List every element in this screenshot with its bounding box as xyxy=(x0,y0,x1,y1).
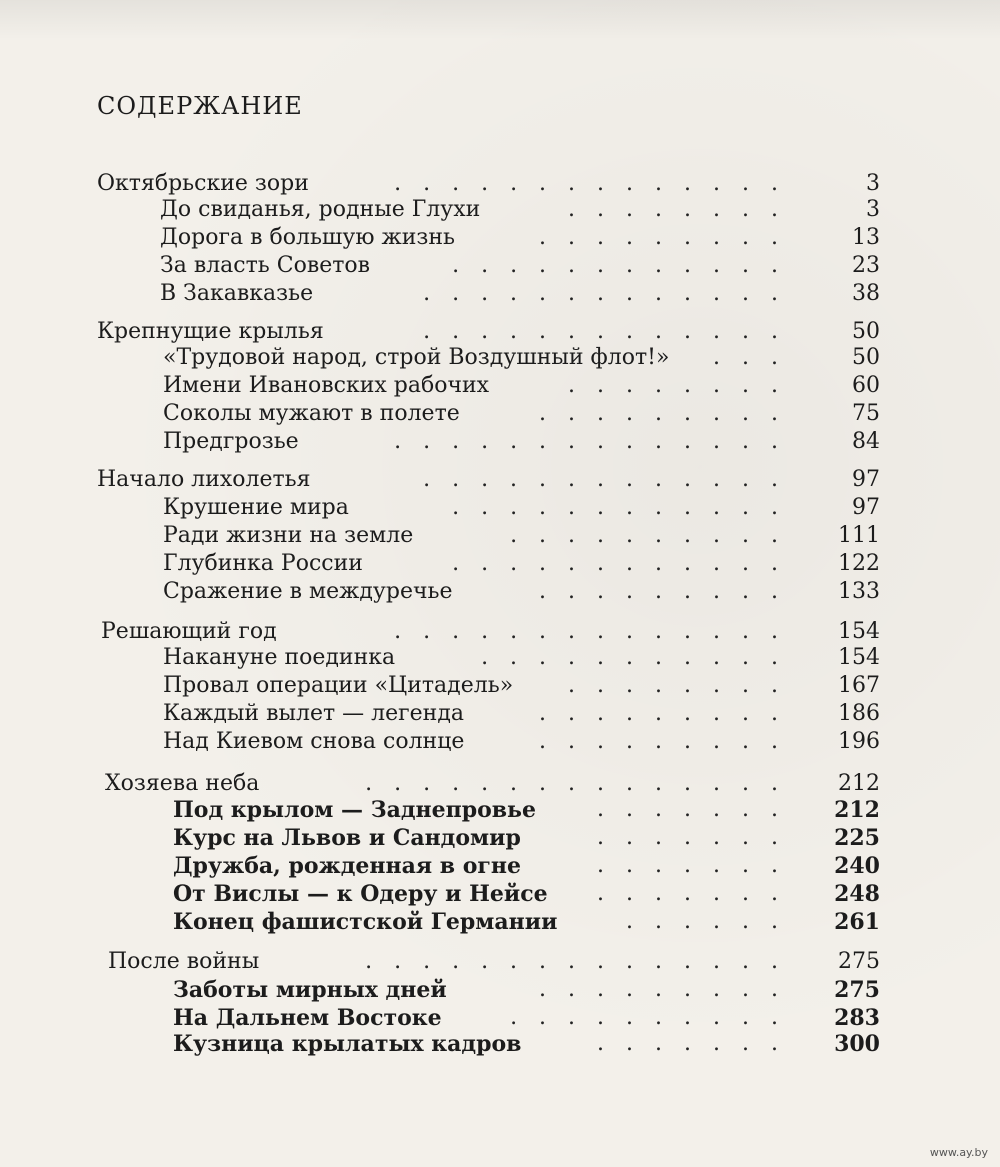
toc-section-page-number: 3 xyxy=(866,171,880,196)
toc-entry-title: Предгрозье xyxy=(163,429,299,454)
toc-entry-title: Глубинка России xyxy=(163,551,363,576)
toc-entry-page-number: 240 xyxy=(834,853,880,879)
dot-leader: ............ xyxy=(452,495,800,520)
dot-leader: ... xyxy=(713,345,800,370)
page-title: СОДЕРЖАНИЕ xyxy=(97,92,303,120)
dot-leader: ............ xyxy=(452,551,800,576)
dot-leader: .............. xyxy=(394,171,800,196)
toc-entry-page-number: 300 xyxy=(834,1031,880,1057)
toc-section-title: Начало лихолетья xyxy=(97,467,311,492)
dot-leader: .............. xyxy=(394,619,800,644)
dot-leader: ........... xyxy=(481,645,800,670)
dot-leader: ......... xyxy=(539,579,800,604)
dot-leader: .......... xyxy=(510,1005,800,1030)
toc-entry-page-number: 186 xyxy=(838,701,880,726)
dot-leader: ......... xyxy=(539,401,800,426)
toc-section-page-number: 275 xyxy=(838,949,880,974)
toc-entry-title: Заботы мирных дней xyxy=(173,977,447,1003)
dot-leader: ............... xyxy=(365,949,800,974)
toc-entry-page-number: 60 xyxy=(852,373,880,398)
toc-section-title: Октябрьские зори xyxy=(97,171,309,196)
toc-entry-page-number: 212 xyxy=(834,797,880,823)
toc-entry-page-number: 50 xyxy=(852,345,880,370)
toc-entry-page-number: 75 xyxy=(852,401,880,426)
dot-leader: ........ xyxy=(568,673,800,698)
toc-entry-title: Имени Ивановских рабочих xyxy=(163,373,490,398)
dot-leader: ....... xyxy=(597,797,800,822)
toc-entry-page-number: 84 xyxy=(852,429,880,454)
toc-entry-page-number: 133 xyxy=(838,579,880,604)
toc-entry-title: От Вислы — к Одеру и Нейсе xyxy=(173,881,548,907)
toc-entry-title: Кузница крылатых кадров xyxy=(173,1031,522,1057)
toc-entry-page-number: 111 xyxy=(838,523,880,548)
toc-entry-title: Соколы мужают в полете xyxy=(163,401,460,426)
toc-entry-title: Конец фашистской Германии xyxy=(173,909,558,935)
dot-leader: .............. xyxy=(394,429,800,454)
toc-entry-title: Накануне поединка xyxy=(163,645,396,670)
toc-section-page-number: 50 xyxy=(852,319,880,344)
toc-section-title: После войны xyxy=(108,949,260,974)
dot-leader: ....... xyxy=(597,825,800,850)
dot-leader: ........ xyxy=(568,373,800,398)
toc-entry-title: За власть Советов xyxy=(160,253,371,278)
dot-leader: ......... xyxy=(539,977,800,1002)
dot-leader: ............. xyxy=(423,467,800,492)
dot-leader: ....... xyxy=(597,881,800,906)
toc-entry-title: В Закавказье xyxy=(160,281,314,306)
toc-entry-page-number: 3 xyxy=(866,197,880,222)
dot-leader: ............. xyxy=(423,319,800,344)
toc-section-page-number: 154 xyxy=(838,619,880,644)
toc-entry-page-number: 196 xyxy=(838,729,880,754)
dot-leader: .......... xyxy=(510,523,800,548)
toc-entry-title: «Трудовой народ, строй Воздушный флот!» xyxy=(163,345,670,370)
toc-section-page-number: 97 xyxy=(852,467,880,492)
dot-leader: ....... xyxy=(597,853,800,878)
toc-entry-page-number: 13 xyxy=(852,225,880,250)
toc-entry-page-number: 122 xyxy=(838,551,880,576)
toc-entry-page-number: 248 xyxy=(834,881,880,907)
toc-entry-page-number: 225 xyxy=(834,825,880,851)
dot-leader: ....... xyxy=(597,1031,800,1056)
toc-section-title: Крепнущие крылья xyxy=(97,319,324,344)
toc-section-title: Хозяева неба xyxy=(105,771,260,796)
toc-entry-title: Ради жизни на земле xyxy=(163,523,414,548)
toc-entry-title: До свиданья, родные Глухи xyxy=(160,197,481,222)
dot-leader: ......... xyxy=(539,225,800,250)
toc-entry-title: Сражение в междуречье xyxy=(163,579,453,604)
toc-entry-title: Курс на Львов и Сандомир xyxy=(173,825,521,851)
toc-entry-page-number: 167 xyxy=(838,673,880,698)
watermark: www.ay.by xyxy=(929,1146,988,1159)
toc-entry-page-number: 283 xyxy=(834,1005,880,1031)
toc-entry-page-number: 275 xyxy=(834,977,880,1003)
dot-leader: ............... xyxy=(365,771,800,796)
toc-entry-page-number: 97 xyxy=(852,495,880,520)
toc-entry-title: Каждый вылет — легенда xyxy=(163,701,465,726)
toc-entry-title: Дорога в большую жизнь xyxy=(160,225,456,250)
toc-entry-title: На Дальнем Востоке xyxy=(173,1005,442,1031)
dot-leader: ......... xyxy=(539,729,800,754)
dot-leader: ...... xyxy=(626,909,800,934)
toc-entry-title: Над Киевом снова солнце xyxy=(163,729,465,754)
toc-entry-title: Под крылом — Заднепровье xyxy=(173,797,536,823)
dot-leader: ............. xyxy=(423,281,800,306)
dot-leader: ......... xyxy=(539,701,800,726)
dot-leader: ........ xyxy=(568,197,800,222)
toc-entry-title: Провал операции «Цитадель» xyxy=(163,673,514,698)
toc-entry-title: Крушение мира xyxy=(163,495,349,520)
toc-entry-page-number: 261 xyxy=(834,909,880,935)
dot-leader: ............ xyxy=(452,253,800,278)
toc-section-page-number: 212 xyxy=(838,771,880,796)
toc-entry-title: Дружба, рожденная в огне xyxy=(173,853,521,879)
toc-section-title: Решающий год xyxy=(101,619,277,644)
toc-entry-page-number: 38 xyxy=(852,281,880,306)
toc-entry-page-number: 23 xyxy=(852,253,880,278)
toc-entry-page-number: 154 xyxy=(838,645,880,670)
